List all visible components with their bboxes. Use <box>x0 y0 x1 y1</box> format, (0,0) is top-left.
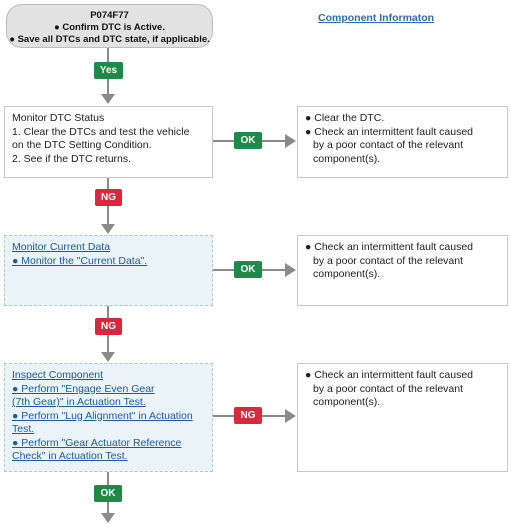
result-line: component(s). <box>313 396 381 408</box>
ng-badge-1: NG <box>95 189 122 206</box>
result-line: by a poor contact of the relevant <box>313 254 464 267</box>
result-line: component(s). <box>313 152 381 165</box>
lug-alignment-link[interactable]: Test. <box>12 423 35 435</box>
result-box-3 <box>297 363 508 472</box>
start-line-1: ● Confirm DTC is Active. <box>54 22 165 33</box>
engage-even-gear-link[interactable]: ● Perform "Engage Even Gear <box>12 382 155 395</box>
inspect-component-link[interactable]: Inspect Component <box>12 369 104 381</box>
gear-actuator-reference-check-link[interactable]: ● Perform "Gear Actuator Reference <box>12 436 182 449</box>
gear-actuator-reference-check-link[interactable]: Check" in Actuation Test. <box>12 450 128 462</box>
yes-badge: Yes <box>94 62 123 79</box>
component-information-link[interactable]: Component Informaton <box>318 12 435 24</box>
step-line: 1. Clear the DTCs and test the vehicle <box>12 125 190 138</box>
ok-badge-1: OK <box>234 132 262 149</box>
ok-badge-3: OK <box>94 485 122 502</box>
arrow-head-right <box>285 134 296 148</box>
arrow-head-down <box>101 513 115 523</box>
result-line: component(s). <box>313 268 381 280</box>
result-line: ● Check an intermittent fault caused <box>305 369 474 381</box>
engage-even-gear-link[interactable]: (7th Gear)" in Actuation Test. <box>12 396 146 408</box>
result-line: by a poor contact of the relevant <box>313 382 464 395</box>
monitor-current-data-box <box>4 235 213 306</box>
step-line: 2. See if the DTC returns. <box>12 152 132 165</box>
result-line: ● Check an intermittent fault caused <box>305 125 474 138</box>
result-line: by a poor contact of the relevant <box>313 139 464 151</box>
start-terminator <box>6 4 213 48</box>
arrow-head-down <box>101 352 115 362</box>
dtc-code: P074F77 <box>90 10 129 21</box>
arrow-head-down <box>101 94 115 104</box>
ng-badge-2: NG <box>95 318 122 335</box>
monitor-current-data-item-link[interactable]: ● Monitor the "Current Data". <box>12 254 148 267</box>
result-box-2 <box>297 235 508 306</box>
ok-badge-2: OK <box>234 261 262 278</box>
start-line-2: ● Save all DTCs and DTC state, if applicable. <box>9 34 210 45</box>
ng-badge-3: NG <box>234 407 262 424</box>
step-line: on the DTC Setting Condition. <box>12 139 152 151</box>
step-title: Monitor DTC Status <box>12 112 105 124</box>
monitor-current-data-link[interactable]: Monitor Current Data <box>12 241 111 253</box>
lug-alignment-link[interactable]: ● Perform "Lug Alignment" in Actuation <box>12 409 193 422</box>
arrow-head-down <box>101 224 115 234</box>
inspect-component-box <box>4 363 213 472</box>
result-line: ● Clear the DTC. <box>305 112 385 124</box>
arrow-head-right <box>285 409 296 423</box>
monitor-dtc-status-box <box>4 106 213 178</box>
result-line: ● Check an intermittent fault caused <box>305 241 474 253</box>
arrow-head-right <box>285 263 296 277</box>
result-box-1 <box>297 106 508 178</box>
